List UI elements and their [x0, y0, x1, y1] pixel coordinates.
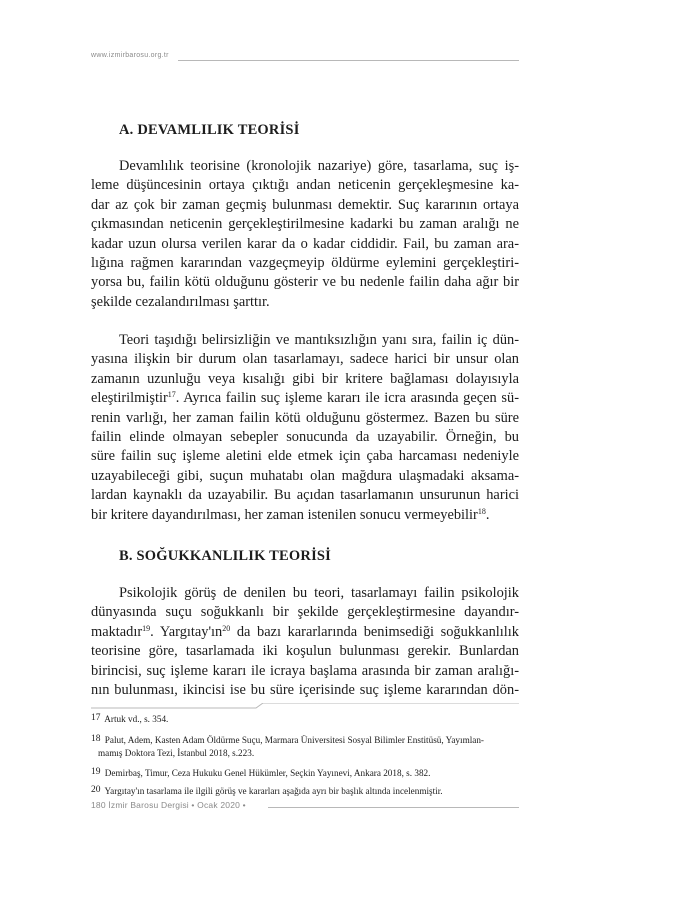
footnote-19: [91, 766, 519, 780]
footnote-ref-18[interactable]: 18: [477, 506, 486, 516]
section-a-heading: A. DEVAMLILIK TEORİSİ: [119, 122, 300, 138]
text-line: uzayabileceği gibi, suçun muhatabı olan mağdura ulaşmadaki aksama-: [91, 467, 519, 484]
footnote-divider: [91, 703, 519, 709]
text-run: da bazı kararlarında benimsediği soğukkanlılık: [230, 623, 519, 640]
text-line: zamanın uzunluğu veya kısalığı gibi bir kritere bağlaması dolayısıyla: [91, 370, 519, 387]
text-line: [91, 389, 519, 408]
section-b-paragraph-1: [91, 584, 519, 700]
text-line: nın bulunması, ikincisi ise bu süre içerisinde suç işleme kararından dön-: [91, 682, 519, 699]
text-line: dar az çok bir zaman geçmiş bulunması demektir. Suç kararının ortaya: [91, 196, 519, 213]
text-line: yasına ilişkin bir durum olan tasarlamayı, sadece harici bir unsur olan: [91, 351, 519, 368]
footnote-text-continued: mamış Doktora Tezi, İstanbul 2018, s.223.: [98, 747, 255, 758]
section-a-paragraph-1: [91, 157, 519, 312]
footnote-number: 20: [91, 785, 101, 795]
text-run: . Ayrıca failin suç işleme kararı ile icra arasında geçen sü-: [175, 390, 519, 407]
footnote-17: [91, 712, 519, 726]
section-a-paragraph-2: [91, 331, 519, 525]
footer-divider: [268, 807, 519, 808]
text-line: [91, 506, 519, 525]
footnote-text: Palut, Adem, Kasten Adam Öldürme Suçu, Marmara Üniversitesi Sosyal Bilimler Enstitüsü, Yayımlan-: [104, 735, 484, 745]
text-run: maktadır: [91, 623, 143, 640]
text-line: failin elinde olmayan sebepler sonucunda da uzayabilir. Örneğin, bu: [91, 429, 519, 446]
text-line: lardan kaynaklı da uzayabilir. Bu açıdan tasarlamanın unsurunun harici: [91, 487, 519, 504]
footnote-text: Demirbaş, Timur, Ceza Hukuku Genel Hükümler, Seçkin Yayınevi, Ankara 2018, s. 382.: [104, 768, 431, 778]
text-line: yorsa bu, failin kötü olduğunu gösterir ve bu nedenle failin daha ağır bir: [91, 274, 519, 291]
footnote-ref-20[interactable]: 20: [222, 623, 231, 633]
footnote-text: Yargıtay'ın tasarlama ile ilgili görüş ve kararları aşağıda ayrı bir başlık altında incelenmiştir.: [104, 786, 443, 796]
text-line: süre failin suç işleme aletini elde etmek için çaba harcaması nedeniyle: [91, 448, 519, 465]
text-line: şekilde cezalandırılması şarttır.: [91, 293, 270, 310]
text-line: Psikolojik görüş de denilen bu teori, tasarlamayı failin psikolojik: [119, 585, 519, 601]
section-b-heading: B. SOĞUKKANLILIK TEORİSİ: [119, 548, 332, 564]
text-line: teorisine göre, tasarlamada iki koşulun bulunması gerekir. Bunlardan: [91, 643, 519, 660]
footnote-text: Artuk vd., s. 354.: [104, 714, 169, 724]
footnote-number: 17: [91, 713, 101, 723]
footnote-18: [91, 733, 519, 759]
text-line: lığına rağmen kararından vazgeçmeyip öldürme eylemini gerçekleştiri-: [91, 255, 519, 272]
text-line: dünyasında suçu soğukkanlı bir şekilde gerçekleştirmesine dayandır-: [91, 604, 519, 621]
footnote-ref-17[interactable]: 17: [167, 390, 176, 400]
text-line: çıkmasından neticenin gerçekleştirilmesine kadarki bu zaman aralığı ne: [91, 216, 519, 233]
text-line: kadar uzun olursa verilen karar da o kadar ciddidir. Fail, bu zaman ara-: [91, 235, 519, 252]
text-run: bir kritere dayandırılması, her zaman istenilen sonucu vermeyebilir: [91, 506, 478, 523]
text-line: leme düşüncesinin ortaya çıktığı andan neticenin gerçekleşmesine ka-: [91, 177, 519, 194]
text-run: eleştirilmiştir: [91, 390, 168, 407]
footnote-number: 18: [91, 734, 101, 744]
header-divider: [178, 60, 519, 61]
text-line: birincisi, suç işleme kararı ile icraya başlama arasında bir zaman aralığı-: [91, 662, 519, 679]
header-url: www.izmirbarosu.org.tr: [91, 52, 169, 59]
text-run: .: [485, 506, 490, 523]
page-footer: 180 İzmir Barosu Dergisi • Ocak 2020 •: [91, 800, 246, 810]
footnote-ref-19[interactable]: 19: [142, 623, 151, 633]
text-line: [91, 623, 519, 642]
text-line: Devamlılık teorisine (kronolojik nazariye) göre, tasarlama, suç iş-: [119, 158, 519, 174]
footnote-number: 19: [91, 767, 101, 777]
text-run: . Yargıtay'ın: [150, 623, 223, 640]
text-line: renin varlığı, her zaman failin kötü olduğunu göstermez. Bazen bu süre: [91, 409, 519, 426]
text-line: Teori taşıdığı belirsizliğin ve mantıksızlığın yanı sıra, failin iç dün-: [119, 332, 519, 348]
footnote-20: [91, 784, 519, 798]
